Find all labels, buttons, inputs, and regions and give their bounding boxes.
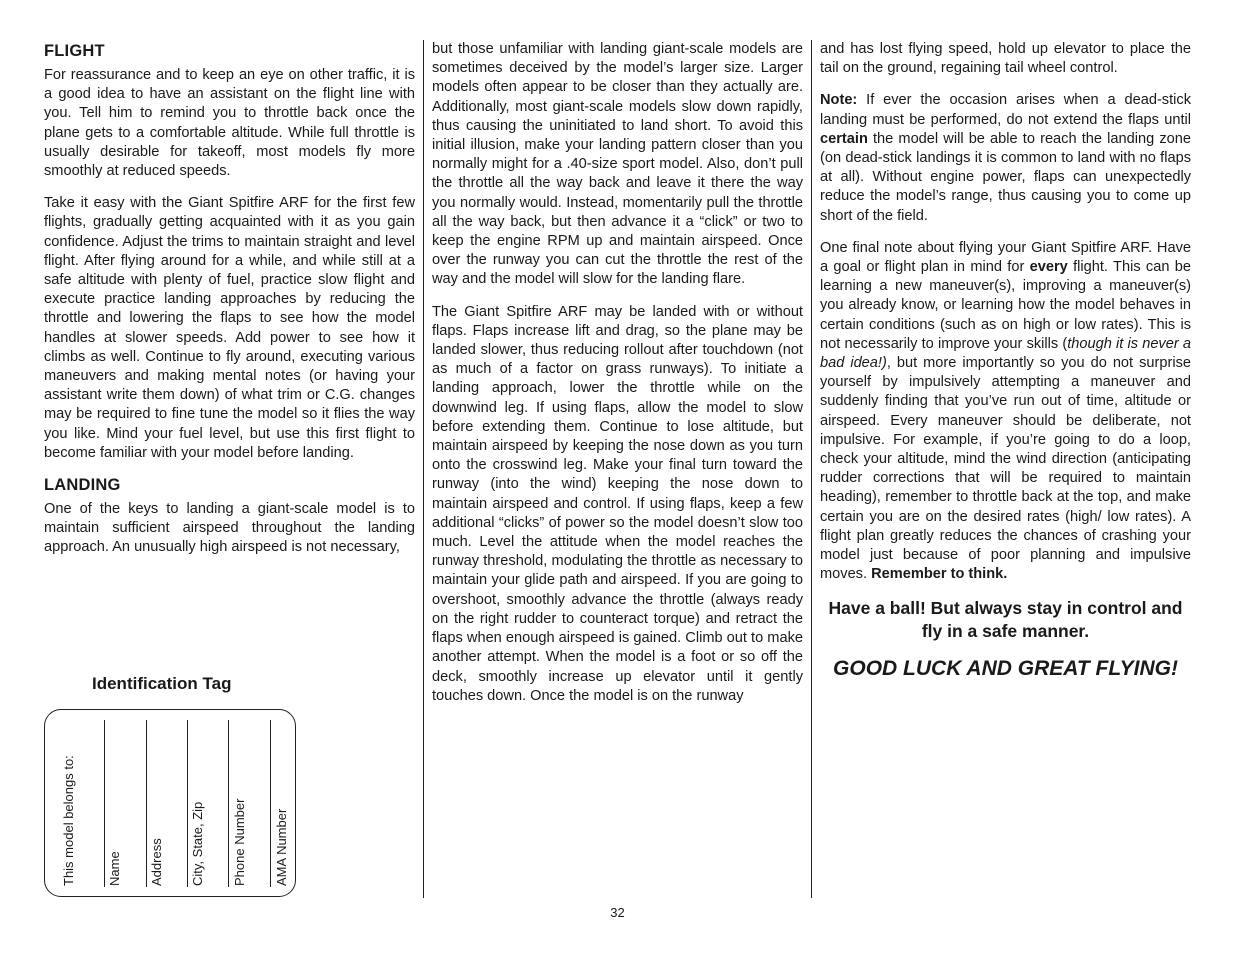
tag-line [146, 720, 147, 887]
remember-to-think: Remember to think. [871, 566, 1008, 583]
column-1 [44, 40, 415, 571]
tag-ama-label: AMA Number [274, 808, 289, 886]
note-text-b: the model will be able to reach the landing zone (on dead-stick landings it is common to land with no flaps at all). Without engine power, flaps can unexpectedly reduce the model’s range, thus causing you to come up short of the field. [820, 130, 1191, 224]
final-bold: every [1029, 259, 1068, 276]
tag-line [187, 720, 188, 887]
tag-city-label: City, State, Zip [190, 801, 205, 886]
column-2 [432, 40, 803, 719]
column-3 [820, 40, 1191, 681]
tag-phone-label: Phone Number [232, 798, 247, 886]
column-divider-1 [423, 40, 424, 898]
flight-heading: FLIGHT [44, 42, 105, 60]
identification-tag [44, 709, 296, 897]
flight-paragraph-1: For reassurance and to keep an eye on other traffic, it is a good idea to have an assistant on the flight line with you. Tell him to remind you to throttle back once the plane gets to a comfortable altitude. While full throttle is usually desirable for takeoff, most models fly more smoothly at reduced speeds. [44, 67, 415, 180]
tag-name-label: Name [107, 851, 122, 886]
tag-line [270, 720, 271, 887]
tag-line [228, 720, 229, 887]
landing-heading: LANDING [44, 476, 121, 495]
note-label: Note: [820, 92, 858, 109]
note-text-a: If ever the occasion arises when a dead-stick landing must be performed, do not extend the flaps until [820, 92, 1191, 128]
page-number: 32 [610, 905, 625, 920]
final-note-paragraph [820, 239, 1191, 585]
tag-belongs-label: This model belongs to: [61, 755, 76, 886]
final-italic: though it is never a bad idea!) [820, 335, 1191, 372]
landing-paragraph-4: and has lost flying speed, hold up elevator to place the tail on the ground, regaining tail wheel control. [820, 41, 1191, 77]
identification-tag-title: Identification Tag [92, 674, 232, 693]
flight-paragraph-2: Take it easy with the Giant Spitfire ARF for the first few flights, gradually getting acquainted with it as you gain confidence. Adjust the trims to maintain straight and level flight. After flying around for a while, and while still at a safe altitude with plenty of fuel, practice slow flight and execute practice landing approaches by reducing the throttle and lowering the flaps to see how the model handles at slower speeds. Add power to see how it climbs as well. Continue to fly around, executing various maneuvers and making mental notes (or having your assistant write them down) of what trim or C.G. changes may be required to fine tune the model so it flies the way you like. Mind your fuel level, but use this first flight to become familiar with your model before landing. [44, 195, 415, 461]
tag-line [104, 720, 105, 887]
note-paragraph [820, 91, 1191, 225]
final-text-c: , but more importantly so you do not surprise yourself by impulsively attempting a maneuver and suddenly finding that you’ve run out of time, altitude or airspeed. Every maneuver should be deliberate, not impulsive. For example, if you’re going to do a loop, check your altitude, mind the wind direction (anticipating rudder corrections that will be required to maintain heading), remember to throttle back at the top, and make certain you are on the desired rates (high/ low rates). A flight plan greatly reduces the chances of crashing your model just because of poor planning and impulsive moves. [820, 355, 1191, 583]
landing-paragraph-1: One of the keys to landing a giant-scale model is to maintain sufficient airspeed throughout the landing approach. An unusually high airspeed is not necessary, [44, 501, 415, 556]
final-text-a: One final note about flying your Giant Spitfire ARF. Have a goal or flight plan in mind for [820, 239, 1191, 276]
good-luck-motto: GOOD LUCK AND GREAT FLYING! [833, 657, 1178, 681]
note-bold: certain [820, 130, 868, 147]
tag-address-label: Address [149, 838, 164, 886]
final-text-b: flight. This can be learning a new maneuver(s), improving a maneuver(s) you already know, or learning how the model behaves in certain conditions (such as on high or low rates). This is not necessarily to improve your skills ( [820, 259, 1192, 352]
column-divider-2 [811, 40, 812, 898]
landing-paragraph-2: but those unfamiliar with landing giant-scale models are sometimes deceived by the model’s larger size. Larger models often appear to be closer than they actually are. Additionally, most giant-scale models slow down rapidly, thus causing the uninitiated to land short. To avoid this initial illusion, make your landing pattern closer than you normally might for a .40-size sport model. Also, don’t pull the throttle all the way back and leave it there the way you normally would. Instead, momentarily pull the throttle all the way back, but then advance it a “click” or two to keep the engine RPM up and maintain airspeed. Once over the runway you can cut the throttle the rest of the way and the model will slow for the landing flare. [432, 41, 803, 288]
landing-paragraph-3: The Giant Spitfire ARF may be landed with or without flaps. Flaps increase lift and drag, so the plane may be landed slower, thus reducing rollout after touchdown (not as much of a factor on grass runways). To initiate a landing approach, lower the throttle while on the downwind leg. If using flaps, allow the model to slow before extending them. Continue to lose altitude, but maintain airspeed by keeping the nose down as you turn onto the crosswind leg. Make your final turn toward the runway (into the wind) keeping the nose down to maintain airspeed and control. If using flaps, keep a few additional “clicks” of power so the model doesn’t slow too much. Level the attitude when the model reaches the runway threshold, modulating the throttle as necessary to maintain your glide path and airspeed. If you are going to overshoot, smoothly advance the throttle (always ready on the right rudder to counteract torque) and retract the flaps when enough airspeed is gained. Climb out to make another attempt. When the model is a foot or so off the deck, smoothly increase up elevator until it gently touches down. Once the model is on the runway [432, 303, 803, 704]
closing-message: Have a ball! But always stay in control and fly in a safe manner. [828, 598, 1183, 642]
